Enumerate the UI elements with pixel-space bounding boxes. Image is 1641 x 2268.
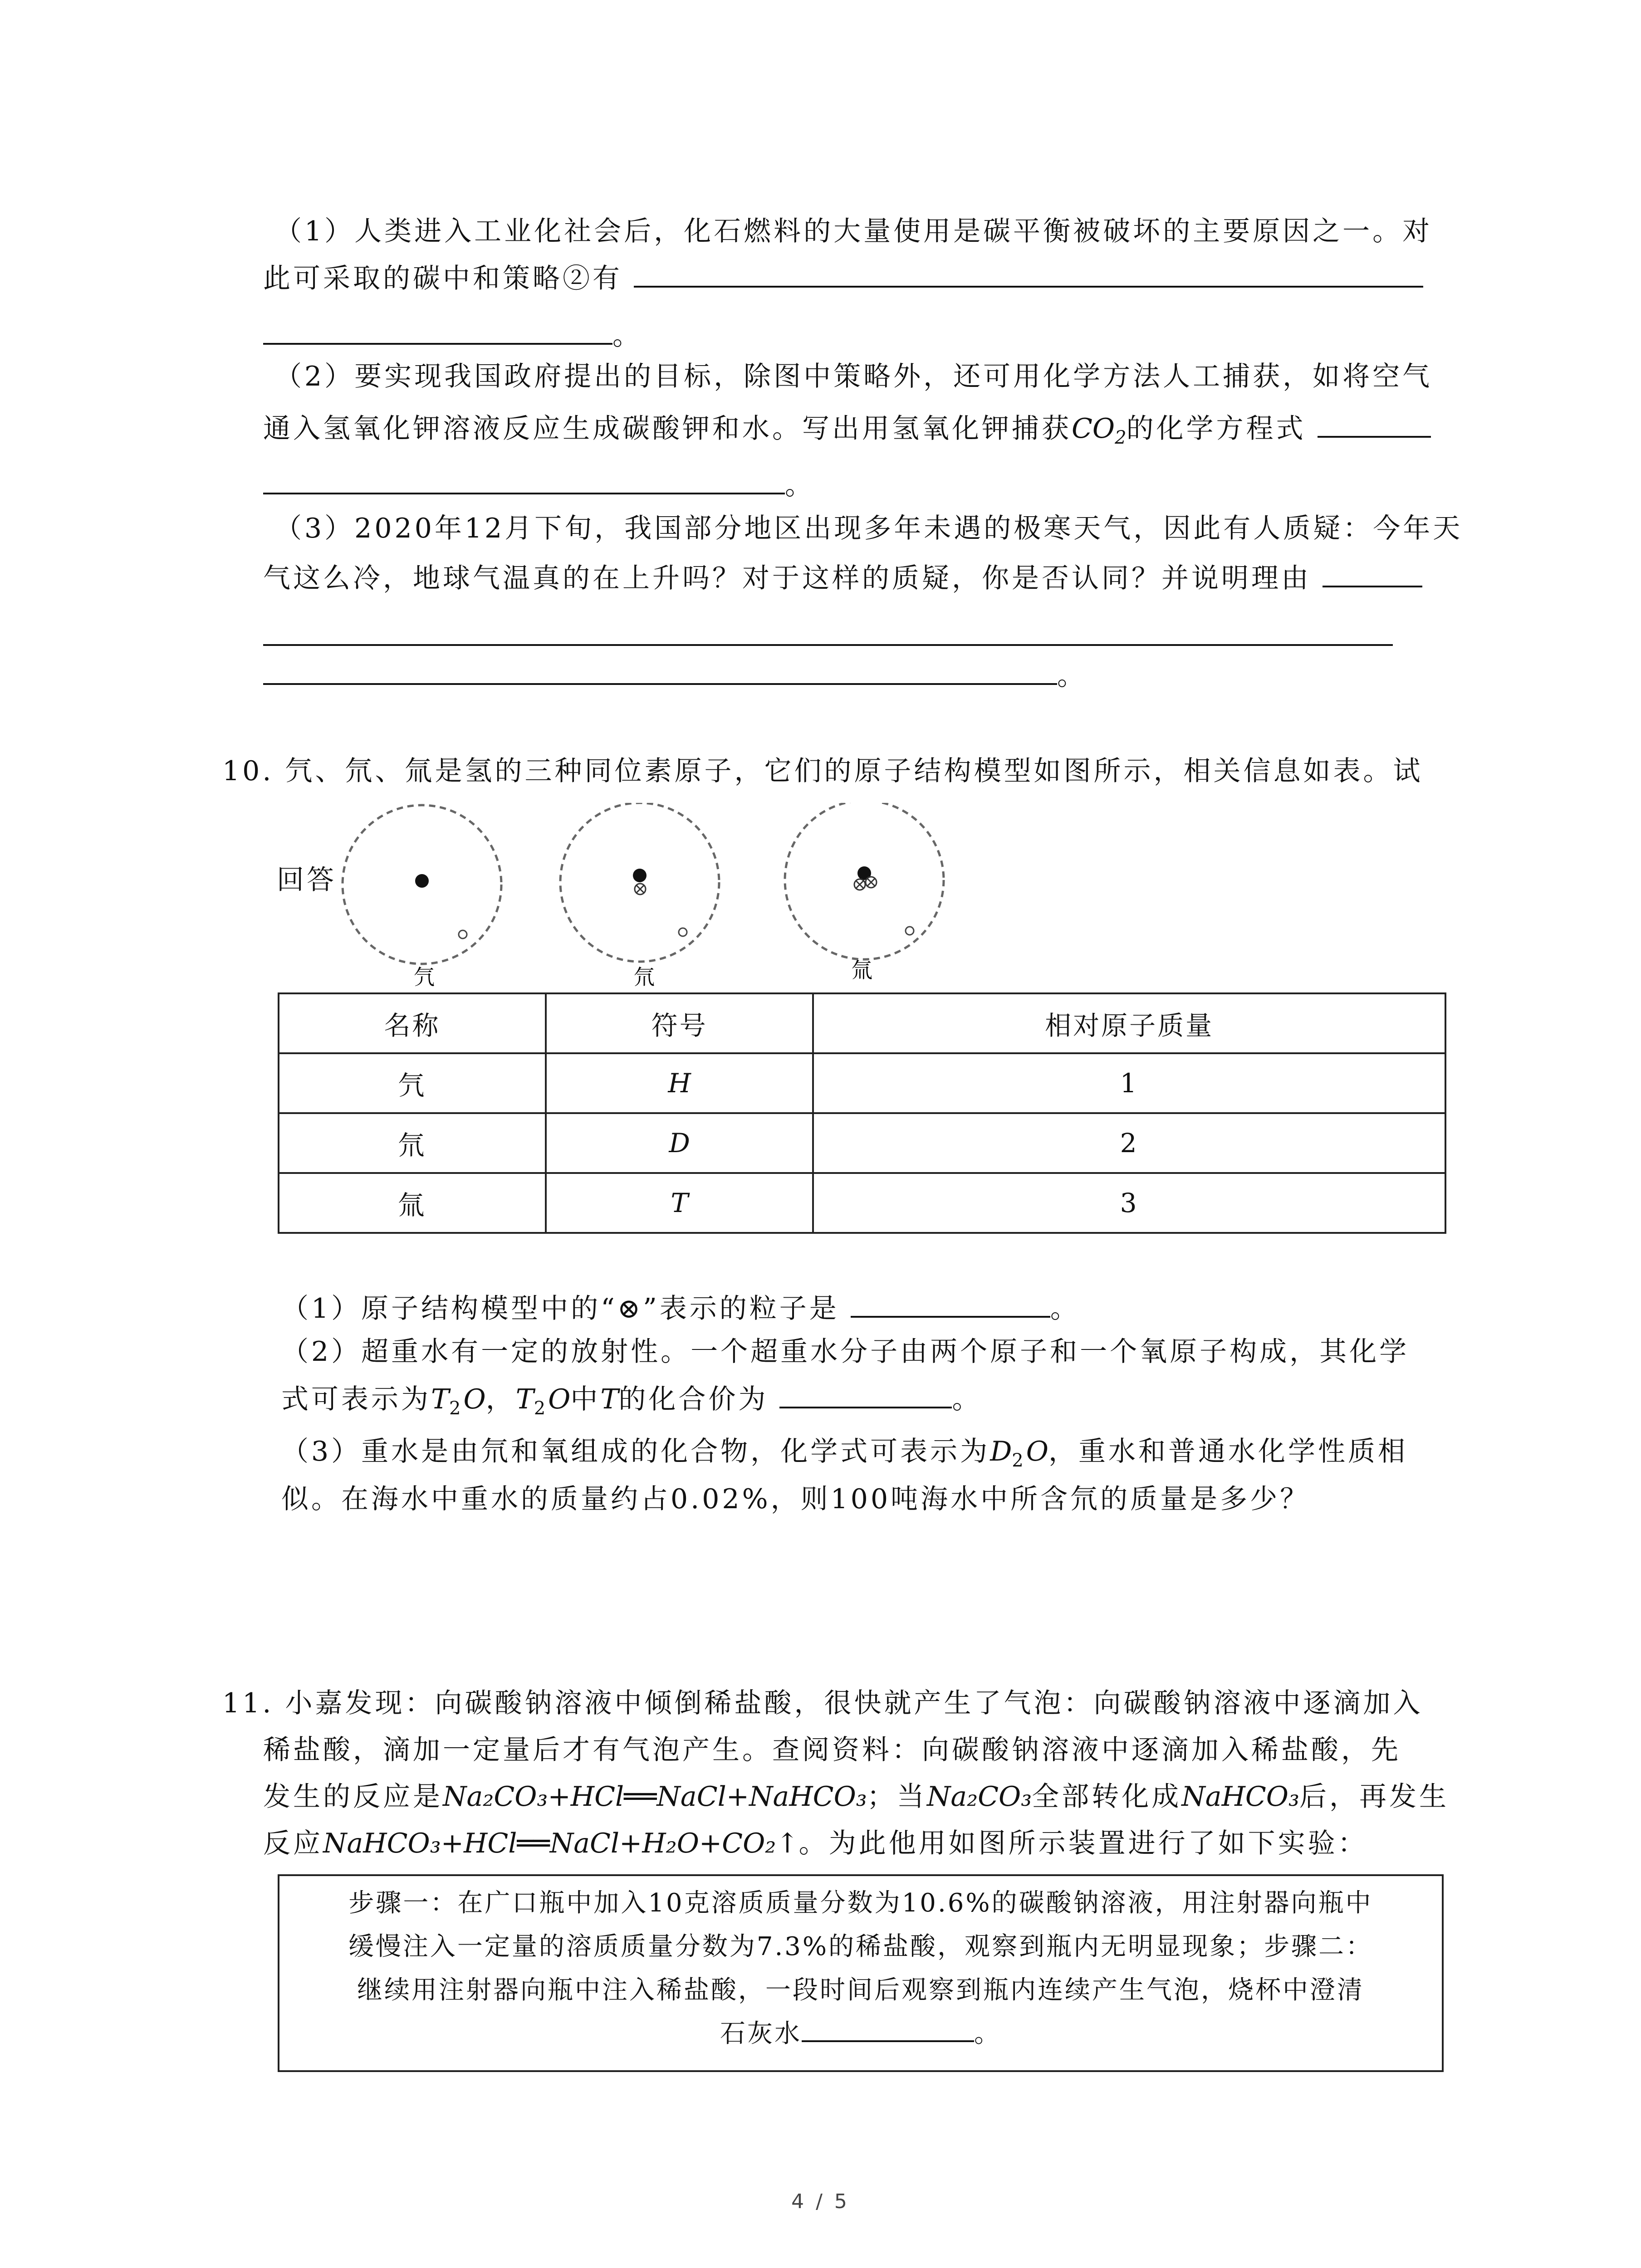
equation-2: NaHCO₃+HCl══NaCl+H₂O+CO₂↑ — [323, 1828, 799, 1859]
table-cell: 3 — [813, 1173, 1445, 1233]
answer-blank-q10-2[interactable] — [779, 1381, 952, 1408]
page-number: 4 / 5 — [791, 2190, 850, 2213]
answer-blank-q9-2-cont[interactable] — [263, 467, 785, 494]
tritium-model — [785, 803, 944, 982]
q9-part1-line1: （1）人类进入工业化社会后，化石燃料的大量使用是碳平衡被破坏的主要原因之一。对 — [274, 215, 1433, 247]
q11-line2: 稀盐酸，滴加一定量后才有气泡产生。查阅资料：向碳酸钠溶液中逐滴加入稀盐酸，先 — [263, 1734, 1401, 1766]
table-row — [279, 1173, 1445, 1233]
neutron-icon — [866, 877, 877, 888]
step-line-3: 继续用注射器向瓶中注入稀盐酸，一段时间后观察到瓶内连续产生气泡，烧杯中澄清 — [357, 1975, 1364, 2005]
q10-sub3-line1: （3）重水是由氘和氧组成的化合物，化学式可表示为$D_2O$，重水和普通水化学性质相 — [281, 1436, 1408, 1471]
table-cell: D — [546, 1113, 813, 1173]
protium-model — [343, 805, 501, 989]
atomic-structure-diagram — [254, 803, 989, 993]
q9-part2-line1: （2）要实现我国政府提出的目标，除图中策略外，还可用化学方法人工捕获，如将空气 — [274, 361, 1433, 392]
proton-icon — [633, 869, 647, 882]
q10-sub2-line1: （2）超重水有一定的放射性。一个超重水分子由两个原子和一个氧原子构成，其化学 — [281, 1336, 1410, 1368]
step-line-2: 缓慢注入一定量的溶质质量分数为7.3%的稀盐酸，观察到瓶内无明显现象；步骤二： — [348, 1932, 1373, 1961]
q9-part1-text: 此可采取的碳中和策略②有 — [263, 263, 622, 294]
table-header: 符号 — [546, 993, 813, 1053]
isotope-table — [278, 992, 1446, 1234]
answer-blank-q9-2[interactable] — [1318, 411, 1431, 438]
electron-icon — [679, 928, 687, 936]
answer-blank-q9-3[interactable] — [1323, 560, 1422, 587]
answer-blank-q10-1[interactable] — [851, 1290, 1050, 1318]
answer-blank-q9-1[interactable] — [634, 260, 1423, 288]
step-line-4: 石灰水 。 — [279, 2017, 1442, 2051]
q9-part3-line2: 气这么冷，地球气温真的在上升吗？对于这样的质疑，你是否认同？并说明理由 — [263, 560, 1422, 596]
co2-formula: CO — [1072, 413, 1115, 445]
table-header: 相对原子质量 — [813, 993, 1445, 1053]
q10-sub2-line2: 式可表示为$T_2O$，$T_2O$中T的化合价为 。 — [281, 1381, 982, 1418]
electron-icon — [906, 927, 914, 935]
q10-stem-line1: 10. 氕、氘、氚是氢的三种同位素原子，它们的原子结构模型如图所示，相关信息如表。试 — [222, 755, 1423, 787]
protium-label: 氕 — [414, 965, 435, 989]
answer-blank-q9-3-line3[interactable] — [263, 658, 1057, 685]
experiment-steps-box — [278, 1874, 1444, 2072]
answer-blank-q9-3-line2[interactable] — [263, 644, 1393, 646]
electron-icon — [459, 930, 467, 938]
table-cell: 氘 — [279, 1113, 546, 1173]
tritium-label: 氚 — [852, 958, 872, 982]
q10-sub1: （1）原子结构模型中的“⊗”表示的粒子是 。 — [281, 1290, 1080, 1327]
q9-part1-line2 — [263, 260, 1423, 297]
q10-sub3-line2: 似。在海水中重水的质量约占0.02%，则100吨海水中所含氘的质量是多少？ — [281, 1483, 1310, 1515]
proton-icon — [415, 874, 429, 888]
table-header: 名称 — [279, 993, 546, 1053]
q9-part3-line4: 。 — [263, 658, 1087, 694]
deuterium-model — [560, 803, 719, 989]
table-cell: 氕 — [279, 1053, 546, 1113]
deuterium-label: 氘 — [634, 965, 655, 989]
table-cell: 1 — [813, 1053, 1445, 1113]
neutron-icon — [854, 879, 865, 890]
answer-blank-q9-1-cont[interactable] — [263, 318, 612, 345]
table-header-row — [279, 993, 1445, 1053]
q10-stem-line2: 回答 — [277, 864, 337, 896]
neutron-icon — [635, 884, 646, 894]
table-row — [279, 1113, 1445, 1173]
step-line-1: 步骤一：在广口瓶中加入10克溶质质量分数为10.6%的碳酸钠溶液，用注射器向瓶中 — [348, 1888, 1373, 1918]
table-row — [279, 1053, 1445, 1113]
table-cell: 氚 — [279, 1173, 546, 1233]
table-cell: T — [546, 1173, 813, 1233]
q11-line4: 反应NaHCO₃+HCl══NaCl+H₂O+CO₂↑。为此他用如图所示装置进行了如下实验： — [263, 1828, 1368, 1859]
q9-part1-line3: 。 — [263, 318, 642, 354]
table-cell: 2 — [813, 1113, 1445, 1173]
q9-part2-line3: 。 — [263, 467, 815, 503]
q11-line3: 发生的反应是Na₂CO₃+HCl══NaCl+NaHCO₃；当Na₂CO₃全部转化成NaHCO₃后，再发生 — [263, 1781, 1450, 1813]
q9-part2-line2: 通入氢氧化钾溶液反应生成碳酸钾和水。写出用氢氧化钾捕获$CO_2$的化学方程式 — [263, 411, 1431, 447]
equation-1: Na₂CO₃+HCl══NaCl+NaHCO₃ — [443, 1781, 867, 1813]
answer-blank-q11-1[interactable] — [802, 2017, 974, 2042]
table-cell: H — [546, 1053, 813, 1113]
q11-line1: 11. 小嘉发现：向碳酸钠溶液中倾倒稀盐酸，很快就产生了气泡：向碳酸钠溶液中逐滴加入 — [222, 1687, 1423, 1719]
q9-part3-line1: （3）2020年12月下旬，我国部分地区出现多年未遇的极寒天气，因此有人质疑：今年天 — [274, 513, 1463, 544]
